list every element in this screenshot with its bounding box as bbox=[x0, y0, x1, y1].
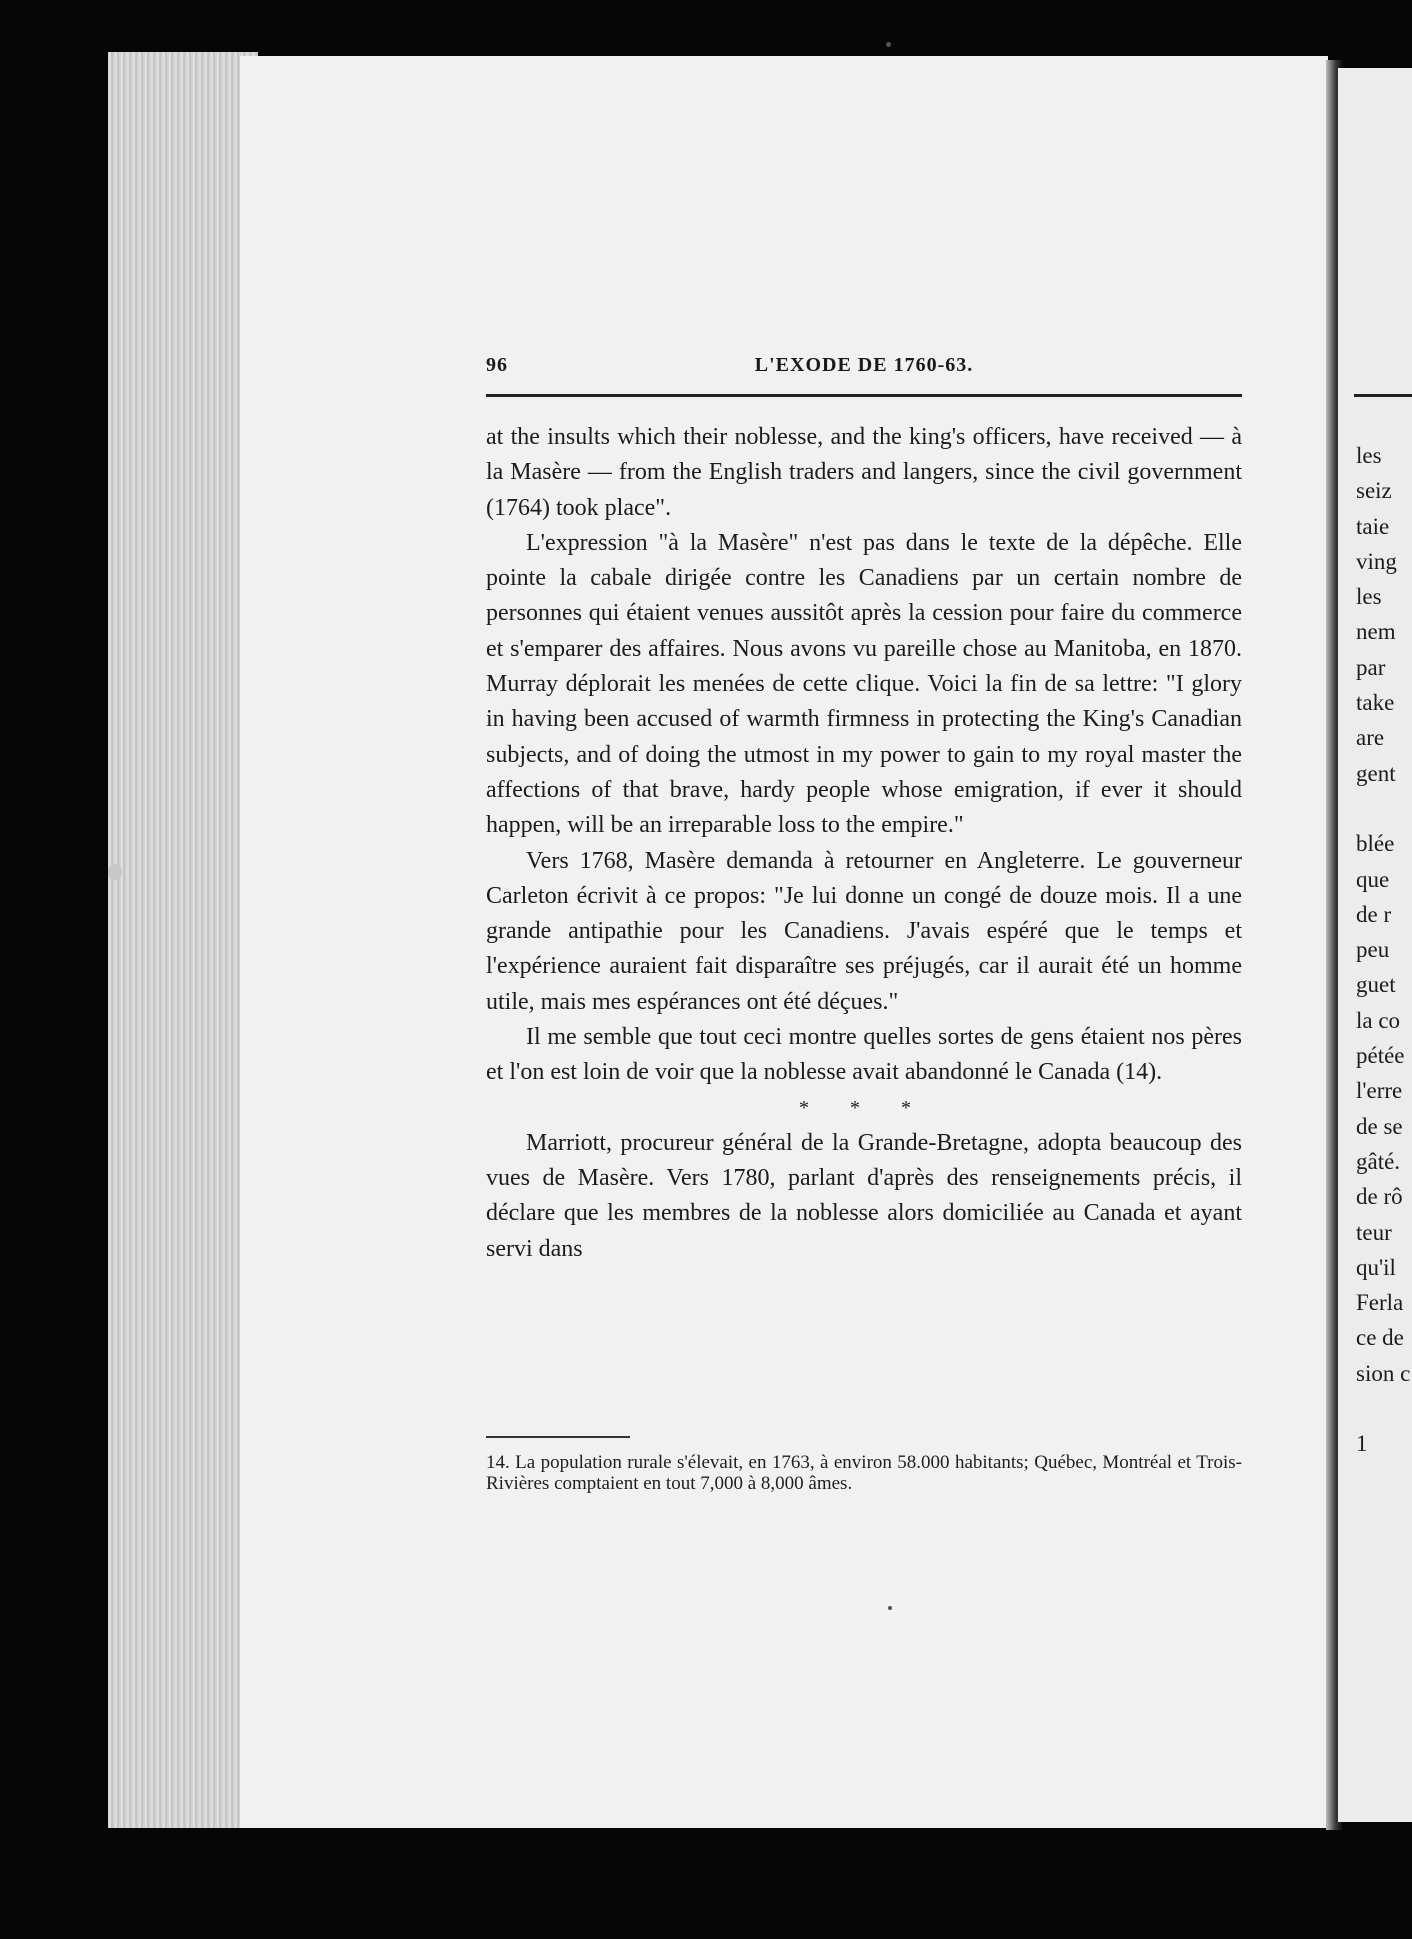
right-page-line-fragment bbox=[1356, 791, 1412, 826]
right-page-line-fragment: par bbox=[1356, 654, 1386, 680]
book-page-right bbox=[1338, 68, 1412, 1822]
right-page-line-fragment: teur bbox=[1356, 1219, 1392, 1245]
right-page-line-fragment: l'erre bbox=[1356, 1078, 1403, 1104]
page-header bbox=[486, 348, 1242, 382]
scan-speck bbox=[888, 1606, 892, 1610]
running-title: L'EXODE DE 1760-63. bbox=[754, 354, 974, 376]
body-text bbox=[486, 420, 1242, 1267]
right-page-line-fragment: gent bbox=[1356, 760, 1396, 786]
right-page-line-fragment: Ferla bbox=[1356, 1290, 1404, 1316]
right-page-line-fragment: de se bbox=[1356, 1113, 1403, 1139]
right-page-line-fragment: pétée bbox=[1356, 1043, 1405, 1069]
right-page-line-fragment: les bbox=[1356, 443, 1382, 468]
footnote: 14. La population rurale s'élevait, en 1763, à environ 58.000 habitants; Québec, Montréal et Trois-Rivières comptaient en tout 7,000 à 8,000 âmes. bbox=[486, 1452, 1242, 1494]
right-page-line-fragment: take bbox=[1356, 690, 1395, 716]
page-number: 96 bbox=[486, 354, 508, 376]
right-page-line-fragment: que bbox=[1356, 866, 1390, 892]
right-page-line-fragment: nem bbox=[1356, 619, 1396, 645]
right-page-line-fragment: blée bbox=[1356, 831, 1395, 857]
right-page-line-fragment: peu bbox=[1356, 937, 1390, 963]
right-page-line-fragment: guet bbox=[1356, 972, 1396, 998]
paragraph: Marriott, procureur général de la Grande-Bretagne, adopta beaucoup des vues de Masère. Vers 1780, parlant d'après des renseignements précis, il déclare que les membres de la noblesse alors domiciliée au Canada et ayant servi dans bbox=[486, 1129, 1242, 1262]
scan-speck bbox=[108, 864, 122, 880]
right-page-line-fragment: les bbox=[1356, 584, 1382, 610]
footnote-rule bbox=[486, 1436, 630, 1438]
right-page-line-fragment: taie bbox=[1356, 513, 1390, 539]
right-page-line-fragment bbox=[1356, 1391, 1412, 1426]
right-page-line-fragment: la co bbox=[1356, 1007, 1401, 1033]
right-page-line-fragment: are bbox=[1356, 725, 1385, 751]
header-rule bbox=[486, 394, 1242, 397]
paragraph-continuation: at the insults which their noblesse, and the king's officers, have received — à la Masère — from the English traders and langers, since the civil government (1764) took place". bbox=[486, 424, 1242, 521]
paragraph: Il me semble que tout ceci montre quelles sortes de gens étaient nos pères et l'on est loin de voir que la noblesse avait abandonné le Canada (14). bbox=[486, 1024, 1242, 1086]
right-page-line-fragment: de r bbox=[1356, 901, 1392, 927]
right-page-line-fragment: seiz bbox=[1356, 478, 1392, 504]
paragraph: L'expression "à la Masère" n'est pas dans le texte de la dépêche. Elle pointe la cabale dirigée contre les Canadiens par un certain nombre de personnes qui étaient venues aussitôt après la cession pour faire du commerce et s'emparer des affaires. Nous avons vu pareille chose au Manitoba, en 1870. Murray déplorait les menées de cette clique. Voici la fin de sa lettre: "I glory in having been accused of warmth firmness in protecting the King's Canadian subjects, and of doing the utmost in my power to gain to my royal master the affections of that brave, hardy people whose emigration, if ever it should happen, will be an irreparable loss to the empire." bbox=[486, 529, 1242, 839]
right-page-line-fragment: gâté. bbox=[1356, 1148, 1401, 1174]
right-page-line-fragment: qu'il bbox=[1356, 1254, 1396, 1280]
right-page-line-fragment: sion c bbox=[1356, 1360, 1411, 1386]
right-page-header-rule bbox=[1354, 394, 1412, 397]
page-edge-stack bbox=[108, 52, 258, 1828]
scan-speck bbox=[886, 42, 891, 47]
right-page-line-fragment: 1 bbox=[1356, 1431, 1368, 1457]
paragraph: Vers 1768, Masère demanda à retourner en Angleterre. Le gouverneur Carleton écrivit à ce propos: "Je lui donne un congé de douze mois. Il a une grande antipathie pour les Canadiens. J'avais espéré que le temps et l'expérience auraient fait disparaître ses préjugés, car il aurait été un homme utile, mais mes espérances ont été déçues." bbox=[486, 847, 1242, 1015]
right-page-text-fragments bbox=[1356, 438, 1412, 1462]
right-page-line-fragment: de rô bbox=[1356, 1184, 1403, 1210]
section-separator: * * * bbox=[799, 1096, 929, 1119]
right-page-line-fragment: ce de bbox=[1356, 1325, 1404, 1351]
right-page-line-fragment: ving bbox=[1356, 548, 1397, 574]
